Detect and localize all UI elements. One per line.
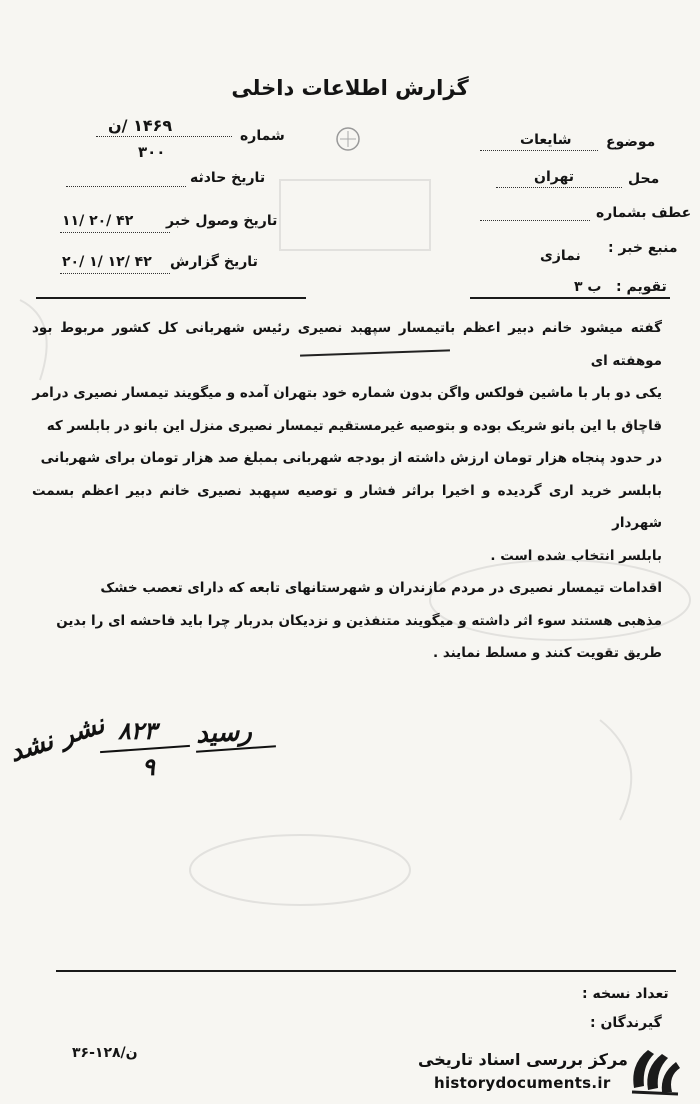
recipients-label: گیرندگان : xyxy=(590,1015,662,1031)
logo-name: مرکز بررسی اسناد تاریخی xyxy=(418,1050,628,1069)
body-line: بابلسر انتخاب شده است . xyxy=(490,547,662,564)
subject-label: موضوع xyxy=(606,134,656,150)
body-line: مذهبی هستند سوء اثر داشته و میگویند متنفذین و نزدیکان بدربار چرا باید فاحشه ای را بدین xyxy=(56,612,662,629)
body-line: بابلسر خرید اری گردیده و اخیرا براثر فشار و توصیه سپهبد نصیری خانم دبیر اعظم بسمت شهردار xyxy=(32,482,662,531)
incident-date-line xyxy=(66,186,186,187)
reference-label: عطف بشماره xyxy=(596,205,692,221)
report-body xyxy=(32,312,662,670)
report-date-label: تاریخ گزارش xyxy=(170,254,258,270)
report-number-value: ۱۴۶۹ /ن xyxy=(108,116,173,135)
page-title: گزارش اطلاعات داخلی xyxy=(231,76,469,100)
body-line: یکی دو بار با ماشین فولکس واگن بدون شماره خود بتهران آمده و میگویند تیمسار نصیری درامر xyxy=(32,385,662,401)
source-value: نمازی xyxy=(540,248,581,264)
body-line: طریق تقویت کنند و مسلط نمایند . xyxy=(433,645,662,661)
handwritten-fraction-bottom: ۹ xyxy=(142,752,155,781)
report-number-line xyxy=(96,136,232,137)
receipt-date-line xyxy=(60,232,170,233)
handwritten-left-note: نشر نشد xyxy=(5,709,109,769)
report-date-line xyxy=(60,273,170,274)
receipt-date-label: تاریخ وصول خبر xyxy=(166,213,278,229)
report-date-value: ۲۰/ ۱/ ۱۲/ ۴۲ xyxy=(62,254,152,270)
place-value: تهران xyxy=(534,169,574,185)
form-code: ن/۱۲۸-۳۶ xyxy=(72,1045,138,1061)
handwritten-fraction-top: ۸۲۳ xyxy=(118,716,157,745)
body-line: اقدامات تیمسار نصیری در مردم مازندران و شهرستانهای تابعه که دارای تعصب خشک xyxy=(100,580,662,596)
incident-date-label: تاریخ حادثه xyxy=(190,170,266,186)
body-line: در حدود پنجاه هزار تومان ارزش داشته از بودجه شهربانی بمبلغ صد هزار تومان برای شهربانی xyxy=(40,450,662,466)
subject-value: شایعات xyxy=(520,132,572,148)
report-number-label: شماره xyxy=(240,128,285,144)
header-rule-left xyxy=(36,297,306,299)
body-line: قاچاق با این بانو شریک بوده و بتوصیه غیرمستقیم تیمسار نصیری منزل این بانو در بابلسر که xyxy=(46,417,662,434)
receipt-date-value: ۱۱/ ۲۰/ ۴۲ xyxy=(62,213,134,229)
handwritten-right-note: رسید xyxy=(195,716,253,750)
source-label: منبع خبر : xyxy=(608,240,678,256)
body-line: گفته میشود خانم دبیر اعظم باتیمسار سپهبد نصیری رئیس شهربانی کل کشور مربوط بود موهفته ای xyxy=(32,320,662,369)
header-rule-right xyxy=(470,297,670,299)
logo-icon xyxy=(628,1044,682,1096)
emblem-icon xyxy=(330,124,366,154)
copies-label: تعداد نسخه : xyxy=(582,986,669,1002)
reference-line xyxy=(480,220,590,221)
place-label: محل xyxy=(628,171,660,187)
footer-rule xyxy=(56,970,676,972)
subject-line xyxy=(480,150,598,151)
place-line xyxy=(496,187,622,188)
report-number-sub: ۳۰۰ xyxy=(138,143,166,161)
evaluation-label: تقویم : xyxy=(616,279,667,295)
evaluation-value: ب ۳ xyxy=(574,279,602,295)
logo-url: historydocuments.ir xyxy=(434,1074,611,1092)
